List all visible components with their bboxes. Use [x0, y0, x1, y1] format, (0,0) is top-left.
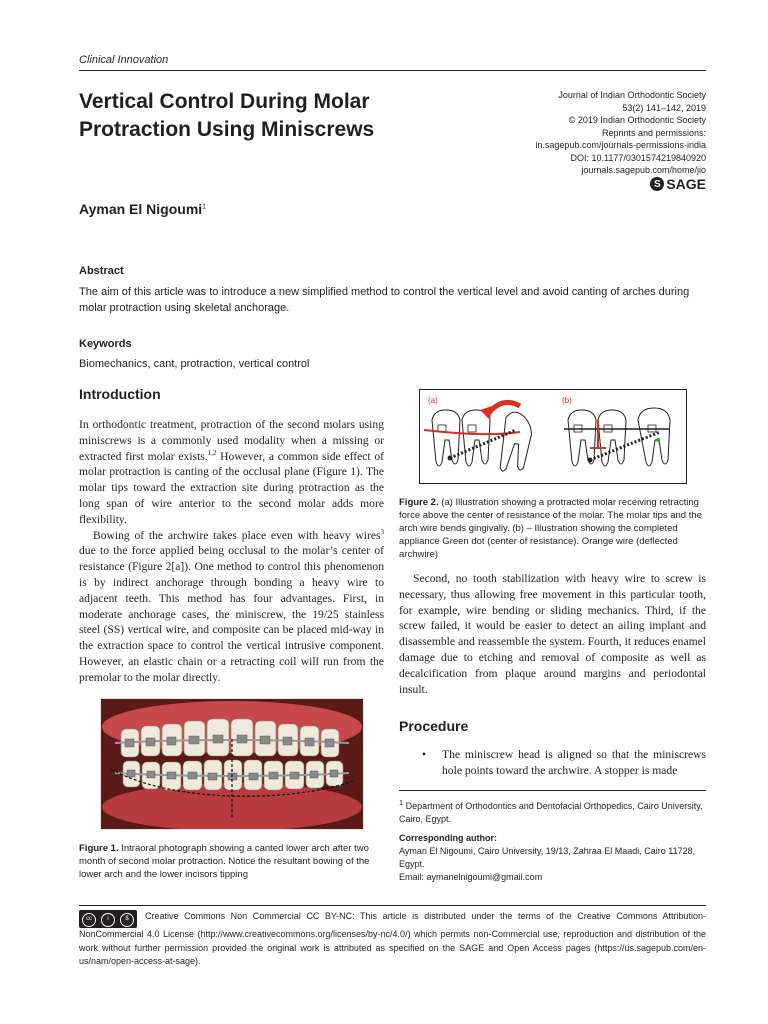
introduction-heading: Introduction	[79, 386, 161, 402]
figure-2-caption-text: (a) Illustration showing a protracted molar receiving retracting force above the center of resistance of the molar. The molar tips and the arch wire bends gingivally. (b) – Illustration showing the completed appliance Green dot (center of resistance). Orange wire (deflected archwire)	[399, 497, 702, 560]
bullet-icon: •	[422, 748, 427, 761]
author-name	[79, 201, 206, 217]
intro-p2-a: Bowing of the archwire takes place even with heavy wires	[93, 528, 381, 542]
journal-name: Journal of Indian Orthodontic Society	[558, 90, 706, 100]
center-of-resistance-dot	[656, 438, 660, 442]
doi[interactable]: DOI: 10.1177/0301574219840920	[570, 152, 706, 163]
abstract-heading: Abstract	[79, 265, 124, 277]
right-column-body	[399, 571, 706, 697]
sage-mark-icon: S	[650, 177, 664, 191]
intro-p1-a: In orthodontic treatment, protraction of the second molars using miniscrews is a commonly used modality when a missing or extracted first molar exists.	[79, 418, 384, 463]
procedure-bullet-text: The miniscrew head is aligned so that the miniscrews hole points toward the archwire. A stopper is made	[442, 748, 706, 777]
figure-1-image	[100, 698, 364, 830]
keywords-text: Biomechanics, cant, protraction, vertical control	[79, 358, 310, 370]
procedure-bullet-1	[424, 747, 706, 779]
journal-url[interactable]: journals.sagepub.com/home/jio	[581, 165, 706, 175]
intro-p1-b: However, a common side effect of molar protraction is canting of the occlusal plane (Figure 1). The molar tips toward the extraction site during protraction as the long span of wire anterior to the second molar adds more flexibility.	[79, 449, 384, 526]
author-text: Ayman El Nigoumi	[79, 201, 203, 217]
footnote-rule	[399, 790, 706, 791]
figure-2-label: Figure 2.	[399, 497, 439, 508]
figure-1-caption	[79, 842, 384, 881]
figure-2-box	[419, 389, 687, 484]
title-line-1: Vertical Control During Molar	[79, 90, 370, 113]
corresponding-email[interactable]: Email: aymanelnigoumi@gmail.com	[399, 872, 543, 882]
corresponding-heading: Corresponding author:	[399, 833, 497, 843]
introduction-body	[79, 417, 384, 686]
affiliation-footnote	[399, 796, 706, 826]
section-label: Clinical Innovation	[79, 54, 169, 66]
cc-license-badge	[79, 910, 137, 928]
reprints-url[interactable]: in.sagepub.com/journals-permissions-india	[535, 140, 706, 150]
journal-info	[406, 89, 706, 177]
abstract-text: The aim of this article was to introduce a new simplified method to control the vertical level and avoid canting of arches during molar protraction using skeletal anchorage.	[79, 286, 690, 314]
sage-wordmark: SAGE	[666, 176, 706, 192]
affiliation-text: Department of Orthodontics and Dentofacial Orthopedics, Cairo University, Cairo, Egypt.	[399, 801, 703, 824]
intraoral-photo	[101, 699, 363, 829]
affiliation-sup: 1	[399, 798, 404, 807]
intro-paragraph-1	[79, 417, 384, 528]
license-block	[79, 910, 706, 969]
panel-a-label: (a)	[428, 396, 438, 405]
procedure-heading: Procedure	[399, 718, 469, 734]
figure-2-illustration	[420, 390, 686, 483]
figure-2-caption	[399, 496, 706, 561]
panel-b-label: (b)	[562, 396, 572, 405]
header-rule	[79, 70, 706, 71]
figure-1-label: Figure 1.	[79, 843, 119, 854]
journal-copyright: © 2019 Indian Orthodontic Society	[568, 115, 706, 125]
license-text: Creative Commons Non Commercial CC BY-NC: This article is distributed under the terms of the Creative Commons Attribution-NonCommercial 4.0 License (http://www.creativecommons.org/licenses/by-nc/4.0/) which permits non-Commercial use, reproduction and distribution of the work without further permission provided the original work is attributed as specified on the SAGE and Open Access pages (https://us.sagepub.com/en-us/nam/open-access-at-sage).	[79, 911, 706, 966]
reprints-label: Reprints and permissions:	[601, 127, 706, 138]
author-sup: 1	[202, 203, 207, 211]
attribution-icon: i	[101, 913, 115, 927]
advantages-paragraph: Second, no tooth stabilization with heavy wire to screw is necessary, thus allowing free movement in this particular tooth, for example, wire bending or sliding mechanics. Third, if the screw failed, it would be easier to detect an ailing implant and disassemble and reassemble the system. Fourth, it reduces enamel damage due to etching and removal of composite as well as decalcification from plaque around margins and periodontal insult.	[399, 572, 706, 696]
keywords-heading: Keywords	[79, 338, 132, 350]
sage-logo	[650, 176, 706, 192]
intro-paragraph-2	[79, 528, 384, 686]
intro-p2-b: due to the force applied being occlusal to the molar’s center of resistance (Figure 2[a]). One method to control this phenomenon is by indirect anchorage through bonding a heavy wire to adjacent teeth. This method has four advantages. First, in moderate anchorage cases, the miniscrew, the 19/25 stainless steel (SS) vertical wire, and composite can be placed mid-way in the extraction space to control the vertical intrusive component. However, an elastic chain or a retracting coil will run from the premolar to the molar directly.	[79, 544, 384, 684]
license-rule	[79, 905, 706, 906]
noncommercial-icon: $	[120, 913, 134, 927]
intro-p2-sup: 3	[380, 527, 384, 536]
corresponding-address: Ayman El Nigoumi, Cairo University, 19/13, Zahraa El Maadi, Cairo 11728, Egypt.	[399, 846, 696, 869]
title-line-2: Protraction Using Miniscrews	[79, 118, 375, 141]
figure-1-caption-text: Intraoral photograph showing a canted lower arch after two month of second molar protraction. Notice the resultant bowing of the lower arch and the lower incisors tipping	[79, 843, 370, 880]
intro-p1-sup: 1,2	[207, 448, 217, 457]
journal-volume: 53(2) 141–142, 2019	[622, 102, 706, 113]
cc-icon: cc	[82, 913, 96, 927]
